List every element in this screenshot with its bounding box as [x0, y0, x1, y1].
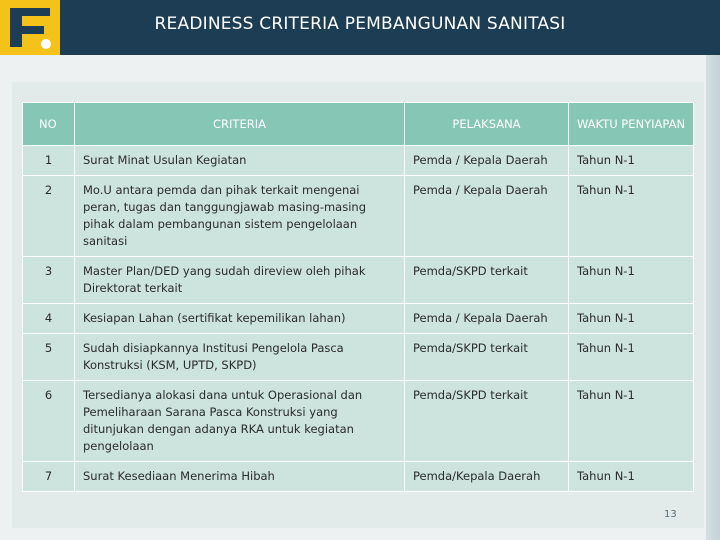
cell-pelaksana: Pemda / Kepala Daerah	[405, 146, 569, 176]
cell-criteria: Sudah disiapkannya Institusi Pengelola Pasca Konstruksi (KSM, UPTD, SKPD)	[75, 334, 405, 381]
cell-no: 6	[23, 381, 75, 462]
table-row	[23, 146, 694, 176]
cell-pelaksana: Pemda/SKPD terkait	[405, 257, 569, 304]
cell-no: 3	[23, 257, 75, 304]
cell-criteria: Master Plan/DED yang sudah direview oleh pihak Direktorat terkait	[75, 257, 405, 304]
slide-title: READINESS CRITERIA PEMBANGUNAN SANITASI	[154, 14, 566, 34]
cell-pelaksana: Pemda/Kepala Daerah	[405, 462, 569, 492]
cell-criteria: Kesiapan Lahan (sertifikat kepemilikan lahan)	[75, 304, 405, 334]
table-row	[23, 304, 694, 334]
cell-criteria: Surat Kesediaan Menerima Hibah	[75, 462, 405, 492]
table-row	[23, 176, 694, 257]
cell-pelaksana: Pemda/SKPD terkait	[405, 381, 569, 462]
cell-criteria: Mo.U antara pemda dan pihak terkait mengenai peran, tugas dan tanggungjawab masing-masing pihak dalam pembangunan sistem pengelolaan sanitasi	[75, 176, 405, 257]
cell-no: 2	[23, 176, 75, 257]
cell-waktu: Tahun N-1	[569, 334, 694, 381]
cell-waktu: Tahun N-1	[569, 304, 694, 334]
cell-no: 4	[23, 304, 75, 334]
readiness-criteria-table	[22, 102, 694, 492]
ministry-logo	[0, 0, 60, 55]
cell-waktu: Tahun N-1	[569, 176, 694, 257]
cell-criteria: Tersedianya alokasi dana untuk Operasional dan Pemeliharaan Sarana Pasca Konstruksi yang ditunjukan dengan adanya RKA untuk kegiatan pengelolaan	[75, 381, 405, 462]
cell-pelaksana: Pemda/SKPD terkait	[405, 334, 569, 381]
header-no: NO	[23, 103, 75, 146]
cell-no: 7	[23, 462, 75, 492]
table-header-row	[23, 103, 694, 146]
header-waktu-penyiapan: WAKTU PENYIAPAN	[569, 103, 694, 146]
cell-pelaksana: Pemda / Kepala Daerah	[405, 176, 569, 257]
cell-waktu: Tahun N-1	[569, 462, 694, 492]
page-number: 13	[664, 509, 677, 520]
cell-no: 5	[23, 334, 75, 381]
cell-waktu: Tahun N-1	[569, 146, 694, 176]
header-pelaksana: PELAKSANA	[405, 103, 569, 146]
cell-waktu: Tahun N-1	[569, 257, 694, 304]
table-row	[23, 257, 694, 304]
table-row	[23, 462, 694, 492]
table-row	[23, 381, 694, 462]
cell-no: 1	[23, 146, 75, 176]
header-criteria: CRITERIA	[75, 103, 405, 146]
table-row	[23, 334, 694, 381]
decorative-right-rail	[706, 55, 720, 540]
header-bar	[0, 0, 720, 55]
cell-criteria: Surat Minat Usulan Kegiatan	[75, 146, 405, 176]
cell-pelaksana: Pemda / Kepala Daerah	[405, 304, 569, 334]
cell-waktu: Tahun N-1	[569, 381, 694, 462]
